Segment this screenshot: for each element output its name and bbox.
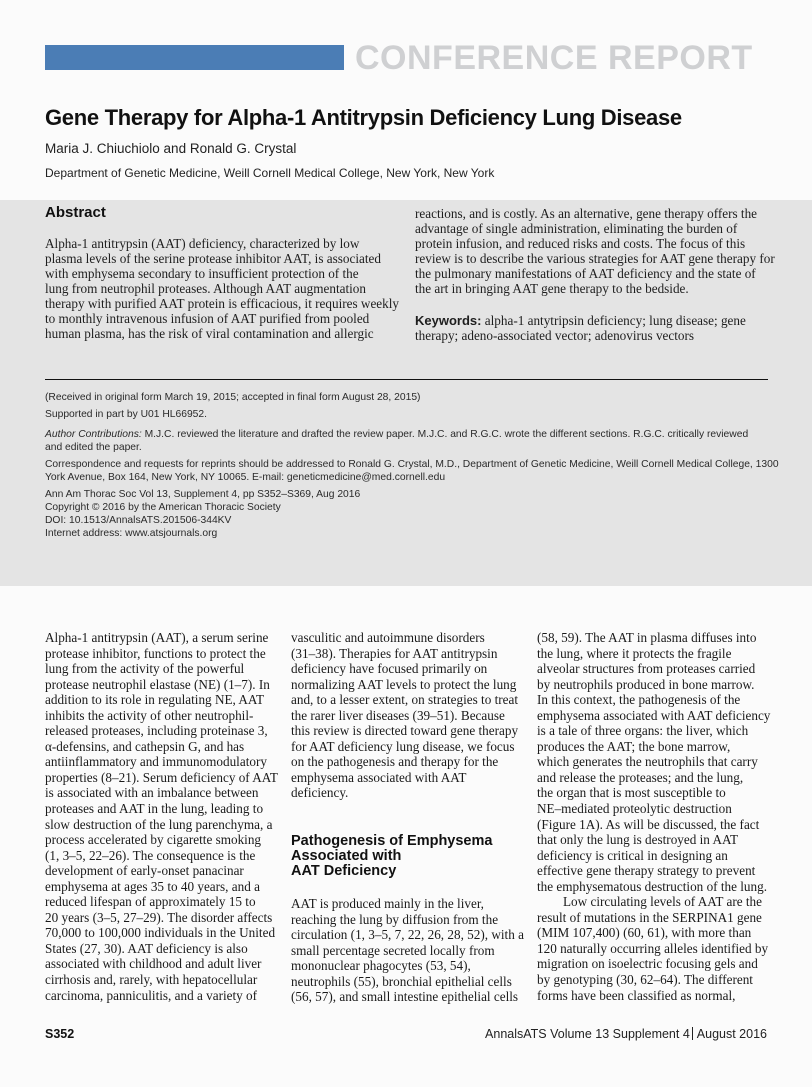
received-dates: (Received in original form March 19, 2015; accepted in final form August 28, 2015) bbox=[45, 392, 421, 403]
body-column-1 bbox=[45, 630, 278, 1003]
body-line: released proteases, including proteinase 3, bbox=[45, 723, 268, 739]
abstract-line: advantage of single administration, eliminating the burden of bbox=[415, 221, 738, 236]
doi[interactable]: DOI: 10.1513/AnnalsATS.201506-344KV bbox=[45, 515, 232, 526]
running-footer bbox=[485, 1027, 767, 1041]
correspondence-line: Correspondence and requests for reprints should be addressed to Ronald G. Crystal, M.D., Department of Genetic Medicine, Weill Cornell Medical College, 1300 bbox=[45, 459, 779, 470]
body-line: protease neutrophil elastase (NE) (1–7). In bbox=[45, 676, 270, 692]
body-line: produces the AAT; the bone marrow, bbox=[537, 738, 731, 754]
body-line: which generates the neutrophils that carry bbox=[537, 754, 758, 770]
body-line: mononuclear phagocytes (53, 54), bbox=[291, 958, 471, 974]
body-line: the emphysematous destruction of the lung. bbox=[537, 878, 768, 894]
body-line: neutrophils (55), bronchial epithelial cells bbox=[291, 973, 512, 989]
body-column-2-section bbox=[291, 896, 524, 1005]
copyright: Copyright © 2016 by the American Thoracic Society bbox=[45, 502, 281, 513]
body-column-3 bbox=[537, 630, 770, 1003]
body-line: result of mutations in the SERPINA1 gene bbox=[537, 909, 762, 925]
body-line: that only the lung is destroyed in AAT bbox=[537, 832, 739, 848]
author-list: Maria J. Chiuchiolo and Ronald G. Crystal bbox=[45, 141, 297, 156]
contributions-label: Author Contributions: bbox=[45, 429, 142, 440]
body-line: AAT is produced mainly in the liver, bbox=[291, 896, 484, 911]
abstract-line: plasma levels of the serine protease inhibitor AAT, is associated bbox=[45, 251, 381, 266]
body-line: on the pathogenesis and therapy for the bbox=[291, 754, 499, 770]
body-line: reduced lifespan of approximately 15 to bbox=[45, 894, 256, 910]
author-contributions bbox=[45, 428, 748, 454]
abstract-line: human plasma, has the risk of viral contamination and allergic bbox=[45, 326, 374, 341]
body-line: slow destruction of the lung parenchyma, a bbox=[45, 816, 273, 832]
body-line: the organ that is most susceptible to bbox=[537, 785, 726, 801]
abstract-line: reactions, and is costly. As an alternative, gene therapy offers the bbox=[415, 206, 758, 221]
article-type-label: CONFERENCE REPORT bbox=[355, 39, 753, 77]
body-line: small percentage secreted locally from bbox=[291, 942, 495, 958]
body-line: cirrhosis and, rarely, with hepatocellular bbox=[45, 972, 258, 988]
body-line: (1, 3–5, 22–26). The consequence is the bbox=[45, 847, 256, 863]
body-line: by neutrophils produced in bone marrow. bbox=[537, 676, 755, 692]
citation: Ann Am Thorac Soc Vol 13, Supplement 4, pp S352–S369, Aug 2016 bbox=[45, 489, 361, 500]
body-line: States (27, 30). AAT deficiency is also bbox=[45, 940, 248, 956]
abstract-line: review is to describe the various strategies for AAT gene therapy for bbox=[415, 251, 775, 266]
affiliation: Department of Genetic Medicine, Weill Cornell Medical College, New York, New York bbox=[45, 166, 495, 180]
body-line: deficiency is critical in designing an bbox=[537, 847, 728, 863]
body-line: by genotyping (30, 62–64). The different bbox=[537, 972, 753, 988]
abstract-line: protein infusion, and reduced risks and costs. The focus of this bbox=[415, 236, 746, 251]
internet-address[interactable]: Internet address: www.atsjournals.org bbox=[45, 528, 218, 539]
body-line: deficiency. bbox=[291, 785, 349, 801]
body-line: for AAT deficiency lung disease, we focus bbox=[291, 738, 515, 754]
footer-separator bbox=[692, 1027, 693, 1040]
body-line: alveolar structures from proteases carried bbox=[537, 661, 756, 677]
correspondence bbox=[45, 458, 779, 484]
banner-bar bbox=[45, 45, 344, 70]
abstract-text-right bbox=[415, 206, 775, 296]
body-line: vasculitic and autoimmune disorders bbox=[291, 630, 485, 645]
abstract-line: therapy with purified AAT protein is efficacious, it requires weekly bbox=[45, 296, 400, 311]
keywords-text: therapy; adeno-associated vector; adenovirus vectors bbox=[415, 328, 695, 343]
body-line: NE–mediated proteolytic destruction bbox=[537, 801, 732, 817]
body-line: addition to its role in regulating NE, AAT bbox=[45, 692, 265, 708]
body-line: is a tale of three organs: the liver, which bbox=[537, 723, 749, 739]
body-line: and, to a lesser extent, on strategies to treat bbox=[291, 692, 519, 708]
abstract-line: with emphysema secondary to insufficient protection of the bbox=[45, 266, 359, 281]
body-line: carcinoma, panniculitis, and a variety of bbox=[45, 987, 258, 1003]
abstract-line: to monthly intravenous infusion of AAT purified from pooled bbox=[45, 311, 370, 326]
paragraph-start-line: Low circulating levels of AAT are the bbox=[563, 894, 762, 910]
abstract-line: Alpha-1 antitrypsin (AAT) deficiency, characterized by low bbox=[45, 236, 360, 251]
body-line: (58, 59). The AAT in plasma diffuses into bbox=[537, 630, 757, 645]
body-line: this review is directed toward gene therapy bbox=[291, 723, 519, 739]
keywords-text: alpha-1 antytripsin deficiency; lung disease; gene bbox=[484, 313, 746, 328]
section-heading-line: Associated with bbox=[291, 848, 402, 864]
body-line: associated with childhood and adult liver bbox=[45, 956, 262, 972]
body-line: development of early-onset panacinar bbox=[45, 863, 244, 879]
body-line: emphysema at ages 35 to 40 years, and a bbox=[45, 878, 260, 894]
body-line: normalizing AAT levels to protect the lung bbox=[291, 676, 517, 692]
body-line: is associated with an imbalance between bbox=[45, 785, 259, 801]
citation-block bbox=[45, 488, 360, 540]
section-heading bbox=[291, 834, 492, 879]
body-line: antiinflammatory and immunomodulatory bbox=[45, 754, 267, 770]
body-line: the lung, where it protects the fragile bbox=[537, 645, 732, 661]
abstract-heading: Abstract bbox=[45, 204, 106, 221]
abstract-text-left bbox=[45, 236, 399, 341]
body-line: forms have been classified as normal, bbox=[537, 987, 736, 1003]
body-line: Alpha-1 antitrypsin (AAT), a serum serine bbox=[45, 630, 269, 645]
body-line: and release the proteases; and the lung, bbox=[537, 769, 744, 785]
body-line: (31–38). Therapies for AAT antitrypsin bbox=[291, 645, 498, 661]
divider-line bbox=[45, 379, 768, 380]
page-number: S352 bbox=[45, 1027, 75, 1041]
article-title: Gene Therapy for Alpha-1 Antitrypsin Deficiency Lung Disease bbox=[45, 105, 682, 130]
body-line: circulation (1, 3–5, 7, 22, 26, 28, 52), with a bbox=[291, 927, 524, 943]
section-heading-line: AAT Deficiency bbox=[291, 863, 397, 879]
funding-note: Supported in part by U01 HL66952. bbox=[45, 409, 208, 420]
body-line: the rarer liver diseases (39–51). Because bbox=[291, 707, 505, 723]
body-line: properties (8–21). Serum deficiency of AAT bbox=[45, 769, 278, 785]
abstract-line: the art in bringing AAT gene therapy to the bedside. bbox=[415, 281, 689, 296]
body-line: In this context, the pathogenesis of the bbox=[537, 692, 741, 708]
body-line: proteases and AAT in the lung, leading to bbox=[45, 801, 264, 817]
body-line: (56, 57), and small intestine epithelial cells bbox=[291, 989, 519, 1005]
body-line: (MIM 107,400) (60, 61), with more than bbox=[537, 925, 752, 941]
abstract-line: the pulmonary manifestations of AAT deficiency and the state of bbox=[415, 266, 756, 281]
keywords bbox=[415, 313, 746, 343]
correspondence-line[interactable]: York Avenue, Box 164, New York, NY 10065. E-mail: geneticmedicine@med.cornell.edu bbox=[45, 472, 446, 483]
keywords-label: Keywords: bbox=[415, 313, 482, 328]
body-line: protease inhibitor, functions to protect the bbox=[45, 645, 266, 661]
section-heading-line: Pathogenesis of Emphysema bbox=[291, 833, 493, 849]
body-line: α-defensins, and cathepsin G, and has bbox=[45, 738, 245, 754]
body-column-2 bbox=[291, 630, 518, 801]
body-line: effective gene therapy strategy to prevent bbox=[537, 863, 756, 879]
body-line: emphysema associated with AAT deficiency bbox=[537, 707, 771, 723]
abstract-line: lung from neutrophil proteases. Although AAT augmentation bbox=[45, 281, 366, 296]
body-line: process accelerated by cigarette smoking bbox=[45, 832, 262, 848]
body-line[interactable]: (Figure 1A). As will be discussed, the fact bbox=[537, 816, 760, 832]
body-line: migration on isoelectric focusing gels and bbox=[537, 956, 758, 972]
body-line: 20 years (3–5, 27–29). The disorder affects bbox=[45, 909, 273, 925]
journal-issue: AnnalsATS Volume 13 Supplement 4 bbox=[485, 1027, 690, 1041]
body-line: deficiency have focused primarily on bbox=[291, 661, 488, 677]
body-line: inhibits the activity of other neutrophil- bbox=[45, 707, 254, 723]
body-line: lung from the activity of the powerful bbox=[45, 661, 245, 677]
contributions-text: M.J.C. reviewed the literature and drafted the review paper. M.J.C. and R.G.C. wrote the different sections. R.G.C. critically reviewed bbox=[141, 429, 749, 440]
body-line: 70,000 to 100,000 individuals in the United bbox=[45, 925, 276, 941]
issue-date: August 2016 bbox=[696, 1027, 767, 1041]
body-line: 120 naturally occurring alleles identified by bbox=[537, 940, 769, 956]
contributions-text: and edited the paper. bbox=[45, 442, 142, 453]
body-line: reaching the lung by diffusion from the bbox=[291, 911, 499, 927]
body-line: emphysema associated with AAT bbox=[291, 769, 467, 785]
